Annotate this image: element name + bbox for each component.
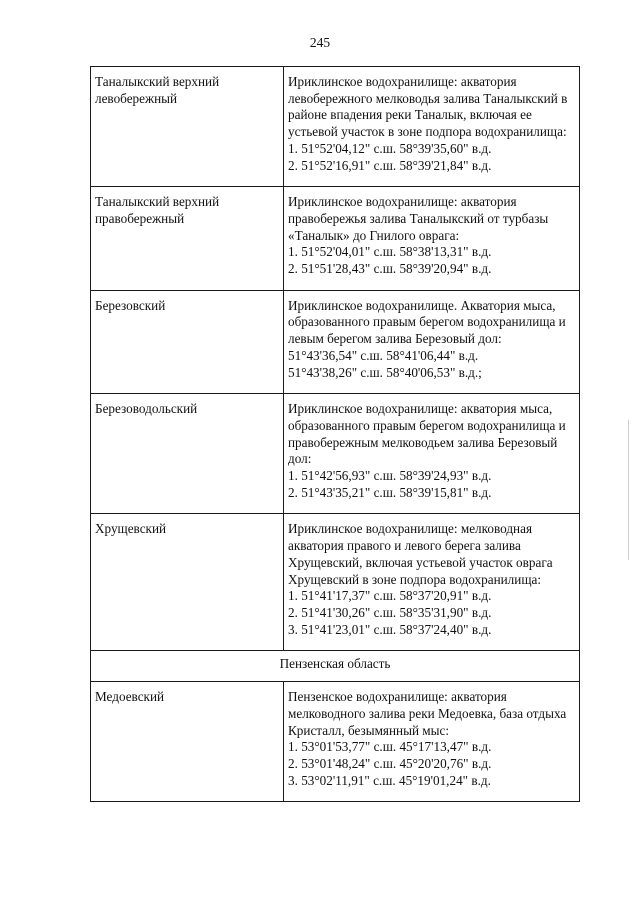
- table-row: [91, 514, 580, 651]
- coordinate: 1. 51°52'04,12" с.ш. 58°39'35,60" в.д.: [288, 140, 492, 156]
- coordinate: 1. 51°52'04,01" с.ш. 58°38'13,31" в.д.: [288, 244, 492, 260]
- coordinate: 2. 53°01'48,24" с.ш. 45°20'20,76" в.д.: [288, 755, 492, 771]
- area-description: Ириклинское водохранилище: акватория левобережного мелководья залива Таналыкский в районе впадения реки Таналык, включая ее устьевой участок в зоне подпора водохранилища:: [288, 74, 568, 140]
- coordinate: 3. 53°02'11,91" с.ш. 45°19'01,24" в.д.: [288, 772, 491, 788]
- area-name: Таналыкский верхний левобережный: [95, 74, 220, 106]
- table-row: [91, 394, 580, 514]
- coordinate: 51°43'38,26" с.ш. 58°40'06,53" в.д.;: [288, 364, 482, 380]
- coordinate: 51°43'36,54" с.ш. 58°41'06,44" в.д.: [288, 347, 479, 363]
- table-row: [91, 682, 580, 802]
- area-description: Ириклинское водохранилище: мелководная акватория правого и левого берега залива Хрущевский, включая устьевой участок оврага Хрущевский в зоне подпора водохранилища:: [288, 521, 553, 587]
- area-name-cell: [91, 394, 284, 514]
- section-row: [91, 651, 580, 682]
- coordinate: 3. 51°41'23,01" с.ш. 58°37'24,40" в.д.: [288, 621, 492, 637]
- area-description: Ириклинское водохранилище. Акватория мыса, образованного правым берегом водохранилища и левым берегом залива Березовый дол:: [288, 297, 566, 347]
- section-title: Пензенская область: [91, 651, 580, 682]
- table-row: [91, 187, 580, 291]
- area-name: Медоевский: [95, 689, 165, 705]
- coordinate: 2. 51°51'28,43" с.ш. 58°39'20,94" в.д.: [288, 261, 492, 277]
- area-name-cell: [91, 67, 284, 187]
- coordinate: 2. 51°52'16,91" с.ш. 58°39'21,84" в.д.: [288, 157, 492, 173]
- area-description: Ириклинское водохранилище: акватория мыса, образованного правым берегом водохранилища и правобережным мелководьем залива Березовый дол:: [288, 401, 566, 467]
- area-description-cell: [284, 682, 580, 802]
- area-description-cell: [284, 514, 580, 651]
- coordinate: 1. 51°42'56,93" с.ш. 58°39'24,93" в.д.: [288, 468, 492, 484]
- area-description: Пензенское водохранилище: акватория мелководного залива реки Медоевка, база отдыха Кристалл, безымянный мыс:: [288, 689, 567, 738]
- scan-edge-mark: [628, 420, 629, 560]
- area-description-cell: [284, 394, 580, 514]
- area-name: Березоводольский: [95, 401, 198, 417]
- area-description-cell: [284, 187, 580, 291]
- page-number: 245: [309, 35, 331, 50]
- fishing-areas-table: [90, 66, 580, 802]
- area-name: Хрущевский: [95, 521, 167, 537]
- coordinate: 1. 51°41'17,37" с.ш. 58°37'20,91" в.д.: [288, 588, 492, 604]
- area-description: Ириклинское водохранилище: акватория правобережья залива Таналыкский от турбазы «Таналык» до Гнилого оврага:: [288, 194, 549, 243]
- area-name: Таналыкский верхний правобережный: [95, 194, 220, 226]
- table-row: [91, 67, 580, 187]
- table-row: [91, 290, 580, 394]
- area-name-cell: [91, 682, 284, 802]
- coordinate: 1. 53°01'53,77" с.ш. 45°17'13,47" в.д.: [288, 739, 492, 755]
- coordinate: 2. 51°41'30,26" с.ш. 58°35'31,90" в.д.: [288, 604, 492, 620]
- area-name-cell: [91, 187, 284, 291]
- coordinate: 2. 51°43'35,21" с.ш. 58°39'15,81" в.д.: [288, 484, 492, 500]
- area-name-cell: [91, 290, 284, 394]
- area-name-cell: [91, 514, 284, 651]
- area-description-cell: [284, 67, 580, 187]
- area-name: Березовский: [95, 297, 166, 313]
- area-description-cell: [284, 290, 580, 394]
